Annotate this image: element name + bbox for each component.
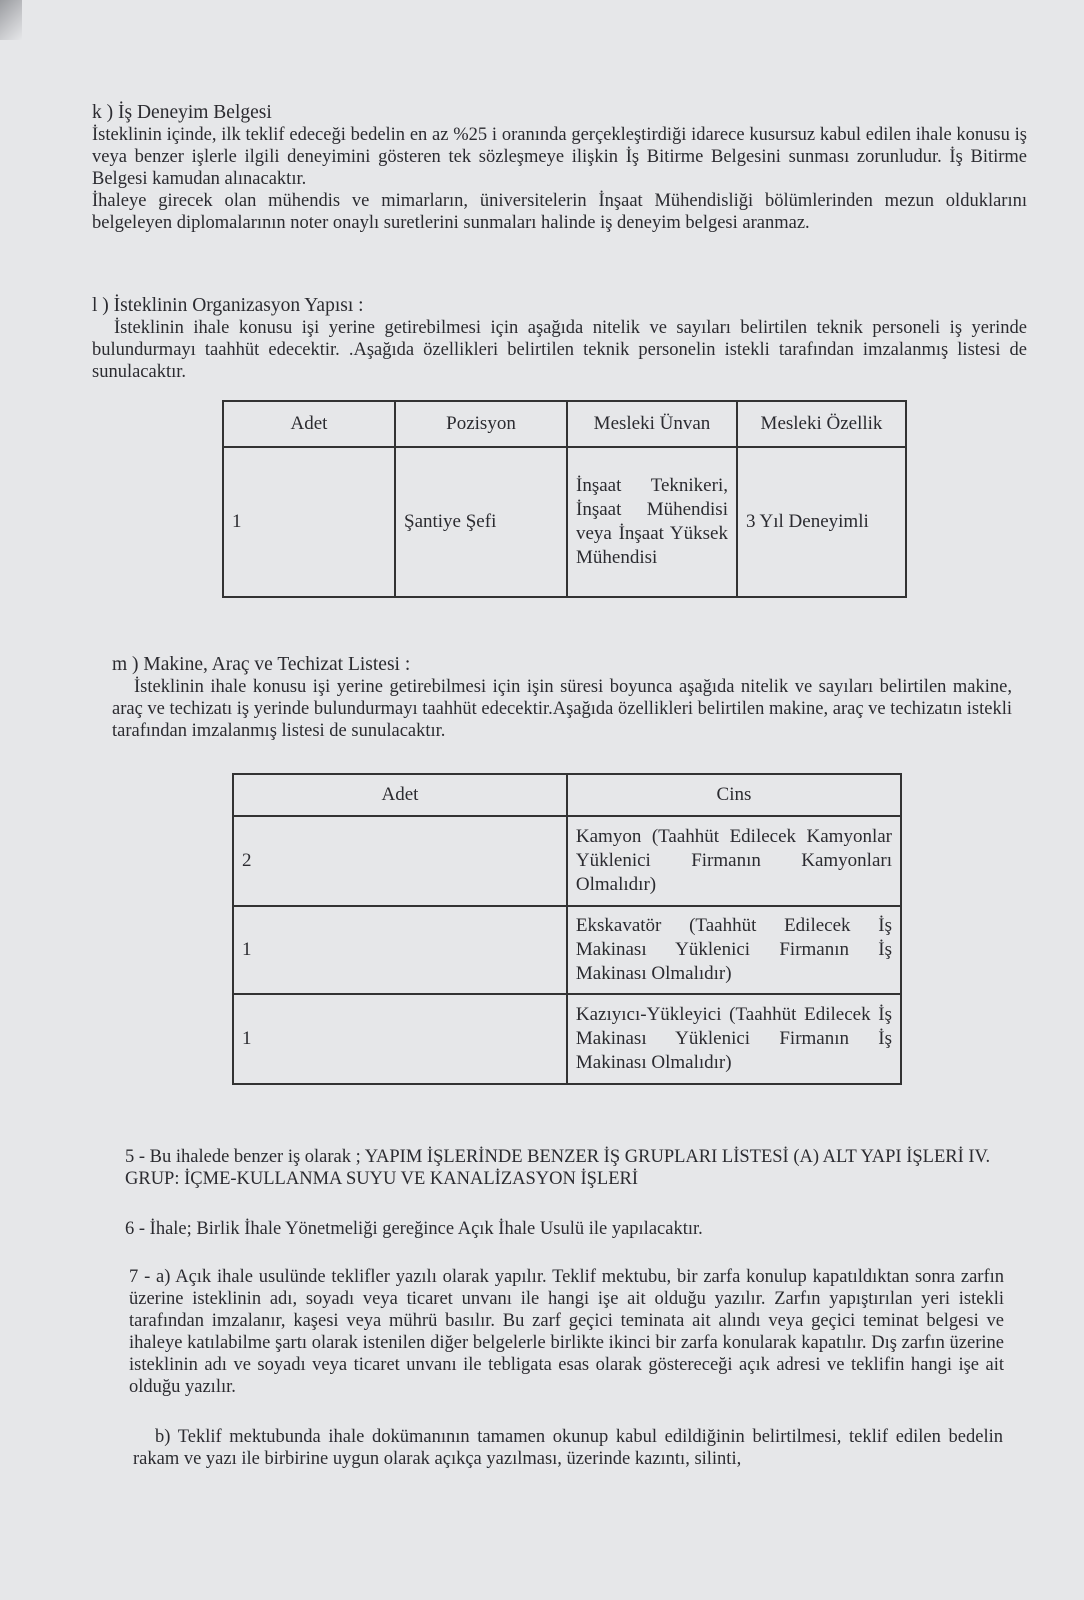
- section-k: [92, 102, 1027, 234]
- section-m-paragraph: İsteklinin ihale konusu işi yerine getirebilmesi için işin süresi boyunca aşağıda nitelik ve sayıları belirtilen makine, araç ve techizatı iş yerinde bulundurmayı taahhüt edecektir.Aşağıda özellikleri belirtilen makine, araç ve techizatın istekli tarafından imzalanmış listesi de sunulacaktır.: [112, 677, 1012, 741]
- item-6: [125, 1218, 1015, 1240]
- item-7a: [129, 1266, 1004, 1398]
- personnel-table: [222, 400, 907, 598]
- section-l-paragraph: İsteklinin ihale konusu işi yerine getirebilmesi için aşağıda nitelik ve sayıları belirtilen teknik personeli iş yerinde bulundurmayı taahhüt edecektir. .Aşağıda özellikleri belirtilen teknik personelin istekli tarafından imzalanmış listesi de sunulacaktır.: [92, 318, 1027, 382]
- personnel-table-header: [223, 401, 906, 447]
- cell-cins: Kazıyıcı-Yükleyici (Taahhüt Edilecek İş Makinası Yüklenici Firmanın İş Makinası Olmalıdır): [567, 994, 901, 1084]
- table-row: [233, 816, 901, 906]
- item-7b-text: b) Teklif mektubunda ihale dokümanının tamamen okunup kabul edildiğinin belirtilmesi, teklif edilen bedelin rakam ve yazı ile birbirine uygun olarak açıkça yazılması, üzerinde kazıntı, silinti,: [133, 1427, 1003, 1469]
- item-5: [125, 1146, 1015, 1190]
- table-row: [233, 906, 901, 994]
- cell-adet: 1: [233, 994, 567, 1084]
- cell-adet: 1: [233, 906, 567, 994]
- item-7a-text: 7 - a) Açık ihale usulünde teklifler yazılı olarak yapılır. Teklif mektubu, bir zarfa konulup kapatıldıktan sonra zarfın üzerine isteklinin adı, soyadı veya ticaret unvanı ile hangi işe ait olduğu yazılır. Zarfın yapıştırılan yeri istekli tarafından imzalanır, kaşesi veya mührü basılır. Bu zarf geçici teminata ait alındı veya geçici teminat belgesi ve ihaleye katılabilme şartı olarak istenilen diğer belgelerle birlikte ikinci bir zarfa konularak kapatılır. Dış zarfın üzerine isteklinin adı ve soyadı veya ticaret unvanı ile tebligata esas olarak göstereceği açık adresi ve teklifin hangi işe ait olduğu yazılır.: [129, 1267, 1004, 1397]
- section-k-paragraph-2: İhaleye girecek olan mühendis ve mimarların, üniversitelerin İnşaat Mühendisliği bölümlerinden mezun olduklarını belgeleyen diplomalarının noter onaylı suretlerini sunmaları halinde iş deneyim belgesi aranmaz.: [92, 191, 1027, 233]
- section-k-heading: k ) İş Deneyim Belgesi: [92, 102, 272, 123]
- header-cell: Pozisyon: [395, 401, 567, 447]
- table-row: [223, 447, 906, 597]
- cell-mesleki-ozellik: 3 Yıl Deneyimli: [737, 447, 906, 597]
- equipment-table-header: [233, 774, 901, 816]
- header-cell: Cins: [567, 774, 901, 816]
- section-k-paragraph-1: İsteklinin içinde, ilk teklif edeceği bedelin en az %25 i oranında gerçekleştirdiği idarece kusursuz kabul edilen ihale konusu iş veya benzer işlerle ilgili deneyimini gösteren tek sözleşmeye ilişkin İş Bitirme Belgesini sunması zorunludur. İş Bitirme Belgesi kamudan alınacaktır.: [92, 125, 1027, 189]
- section-l: [92, 295, 1027, 383]
- section-m-heading: m ) Makine, Araç ve Techizat Listesi :: [112, 654, 411, 675]
- section-l-heading: l ) İsteklinin Organizasyon Yapısı :: [92, 295, 364, 316]
- header-cell: Mesleki Özellik: [737, 401, 906, 447]
- item-5-text: 5 - Bu ihalede benzer iş olarak ; YAPIM İŞLERİNDE BENZER İŞ GRUPLARI LİSTESİ (A) ALT YAPI İŞLERİ IV. GRUP: İÇME-KULLANMA SUYU VE KANALİZASYON İŞLERİ: [125, 1147, 991, 1189]
- item-6-text: 6 - İhale; Birlik İhale Yönetmeliği gereğince Açık İhale Usulü ile yapılacaktır.: [125, 1219, 703, 1239]
- cell-mesleki-unvan: İnşaat Teknikeri, İnşaat Mühendisi veya İnşaat Yüksek Mühendisi: [567, 447, 737, 597]
- equipment-table: [232, 773, 902, 1085]
- item-7b: [133, 1426, 1003, 1470]
- cell-cins: Ekskavatör (Taahhüt Edilecek İş Makinası Yüklenici Firmanın İş Makinası Olmalıdır): [567, 906, 901, 994]
- header-cell: Adet: [223, 401, 395, 447]
- cell-adet: 1: [223, 447, 395, 597]
- paper-edge-shadow: [0, 0, 22, 40]
- cell-pozisyon: Şantiye Şefi: [395, 447, 567, 597]
- header-cell: Mesleki Ünvan: [567, 401, 737, 447]
- cell-adet: 2: [233, 816, 567, 906]
- cell-cins: Kamyon (Taahhüt Edilecek Kamyonlar Yüklenici Firmanın Kamyonları Olmalıdır): [567, 816, 901, 906]
- header-cell: Adet: [233, 774, 567, 816]
- section-m: [112, 654, 1012, 742]
- table-row: [233, 994, 901, 1084]
